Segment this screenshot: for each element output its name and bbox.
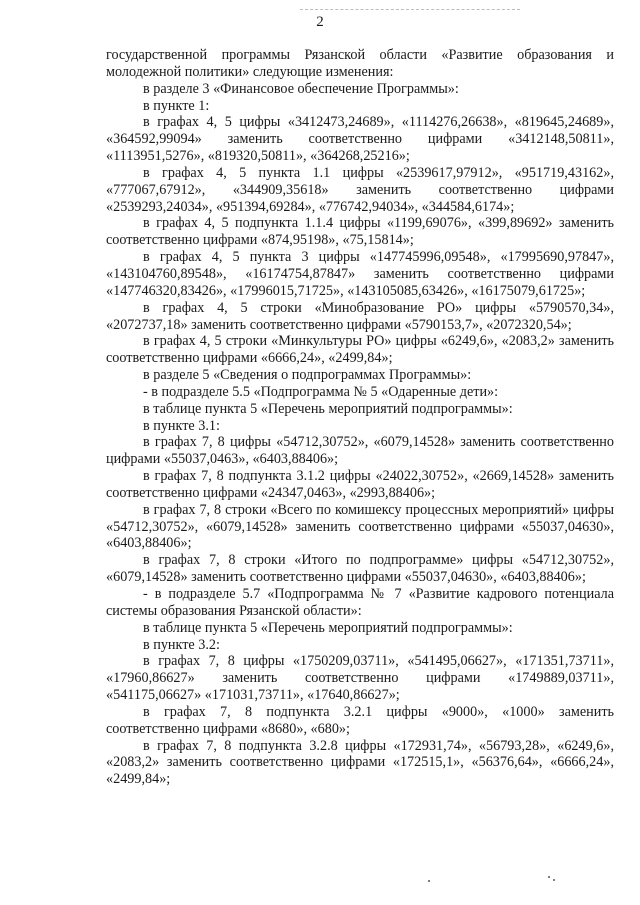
paragraph-table-point-5-b: в таблице пункта 5 «Перечень мероприятий подпрограммы»: [143,619,513,636]
paragraph-point-1: в пункте 1: [143,97,210,114]
paragraph-point-1-1: в графах 4, 5 пункта 1.1 цифры «2539617,97912», «951719,43162», «777067,67912», «344909,35618» заменить соответственно цифрами «2539293,24034», «951394,69284», «776742,94034», «344584,6174»; [106,164,614,215]
paragraph-columns-7-8: в графах 7, 8 цифры «54712,30752», «6079,14528» заменить соответственно цифрами «55037,0463», «6403,88406»; [106,434,614,468]
paragraph-subpoint-3-2-8: в графах 7, 8 подпункта 3.2.8 цифры «172931,74», «56793,28», «6249,6», «2083,2» заменить соответственно цифрами «172515,1», «56376,64», «6666,24», «2499,84»; [106,737,614,788]
scan-artifact-line [300,9,520,10]
paragraph-subpoint-3-2-1: в графах 7, 8 подпункта 3.2.1 цифры «9000», «1000» заменить соответственно цифрами «8680», «680»; [106,703,614,737]
paragraph-columns-4-5: в графах 4, 5 цифры «3412473,24689», «1114276,26638», «819645,24689», «364592,99094» заменить соответственно цифрами «3412148,50811», «1113951,5276», «819320,50811», «364268,25216»; [106,114,614,165]
paragraph-table-point-5-a: в таблице пункта 5 «Перечень мероприятий подпрограммы»: [143,400,513,417]
paragraph-minobrazovanie: в графах 4, 5 строки «Минобразование РО» цифры «5790570,34», «2072737,18» заменить соответственно цифрами «5790153,7», «2072320,54»; [106,299,614,333]
paragraph-columns-7-8-b: в графах 7, 8 цифры «1750209,03711», «541495,06627», «171351,73711», «17960,86627» заменить соответственно цифрами «1749889,03711», «541175,06627» «171031,73711», «17640,86627»; [106,653,614,704]
paragraph-subsection-5-5: - в подразделе 5.5 «Подпрограмма № 5 «Одаренные дети»: [143,383,499,400]
paragraph-subpoint-1-1-4: в графах 4, 5 подпункта 1.1.4 цифры «1199,69076», «399,89692» заменить соответственно цифрами «874,95198», «75,15814»; [106,215,614,249]
scan-speck [553,879,555,881]
paragraph-section-3: в разделе 3 «Финансовое обеспечение Программы»: [143,80,459,97]
paragraph-point-3: в графах 4, 5 пункта 3 цифры «147745996,09548», «17995690,97847», «143104760,89548», «16174754,87847» заменить соответственно цифрами «147746320,83426», «17996015,71725», «143105085,63426», «16175079,61725»; [106,249,614,299]
paragraph-point-3-1: в пункте 3.1: [143,417,220,434]
paragraph-point-3-2: в пункте 3.2: [143,636,220,653]
paragraph-total-subprogram: в графах 7, 8 строки «Итого по подпрограмме» цифры «54712,30752», «6079,14528» заменить соответственно цифрами «55037,04630», «6403,88406»; [106,552,614,586]
paragraph-intro-continuation: государственной программы Рязанской области «Развитие образования и молодежной политики» следующие изменения: [106,47,614,80]
paragraph-subsection-5-7: - в подразделе 5.7 «Подпрограмма № 7 «Развитие кадрового потенциала системы образования Рязанской области»: [106,586,614,619]
scan-speck [428,880,430,882]
paragraph-minkultury: в графах 4, 5 строки «Минкультуры РО» цифры «6249,6», «2083,2» заменить соответственно цифрами «6666,24», «2499,84»; [106,333,614,367]
page-number: 2 [316,14,324,30]
scan-speck [548,876,550,878]
paragraph-subpoint-3-1-2: в графах 7, 8 подпункта 3.1.2 цифры «24022,30752», «2669,14528» заменить соответственно цифрами «24347,0463», «2993,88406»; [106,468,614,501]
paragraph-section-5: в разделе 5 «Сведения о подпрограммах Программы»: [143,367,472,384]
paragraph-total-process: в графах 7, 8 строки «Всего по комишексу процессных мероприятий» цифры «54712,30752», «6079,14528» заменить соответственно цифрами «55037,04630», «6403,88406»; [106,501,614,552]
document-body [106,47,614,788]
